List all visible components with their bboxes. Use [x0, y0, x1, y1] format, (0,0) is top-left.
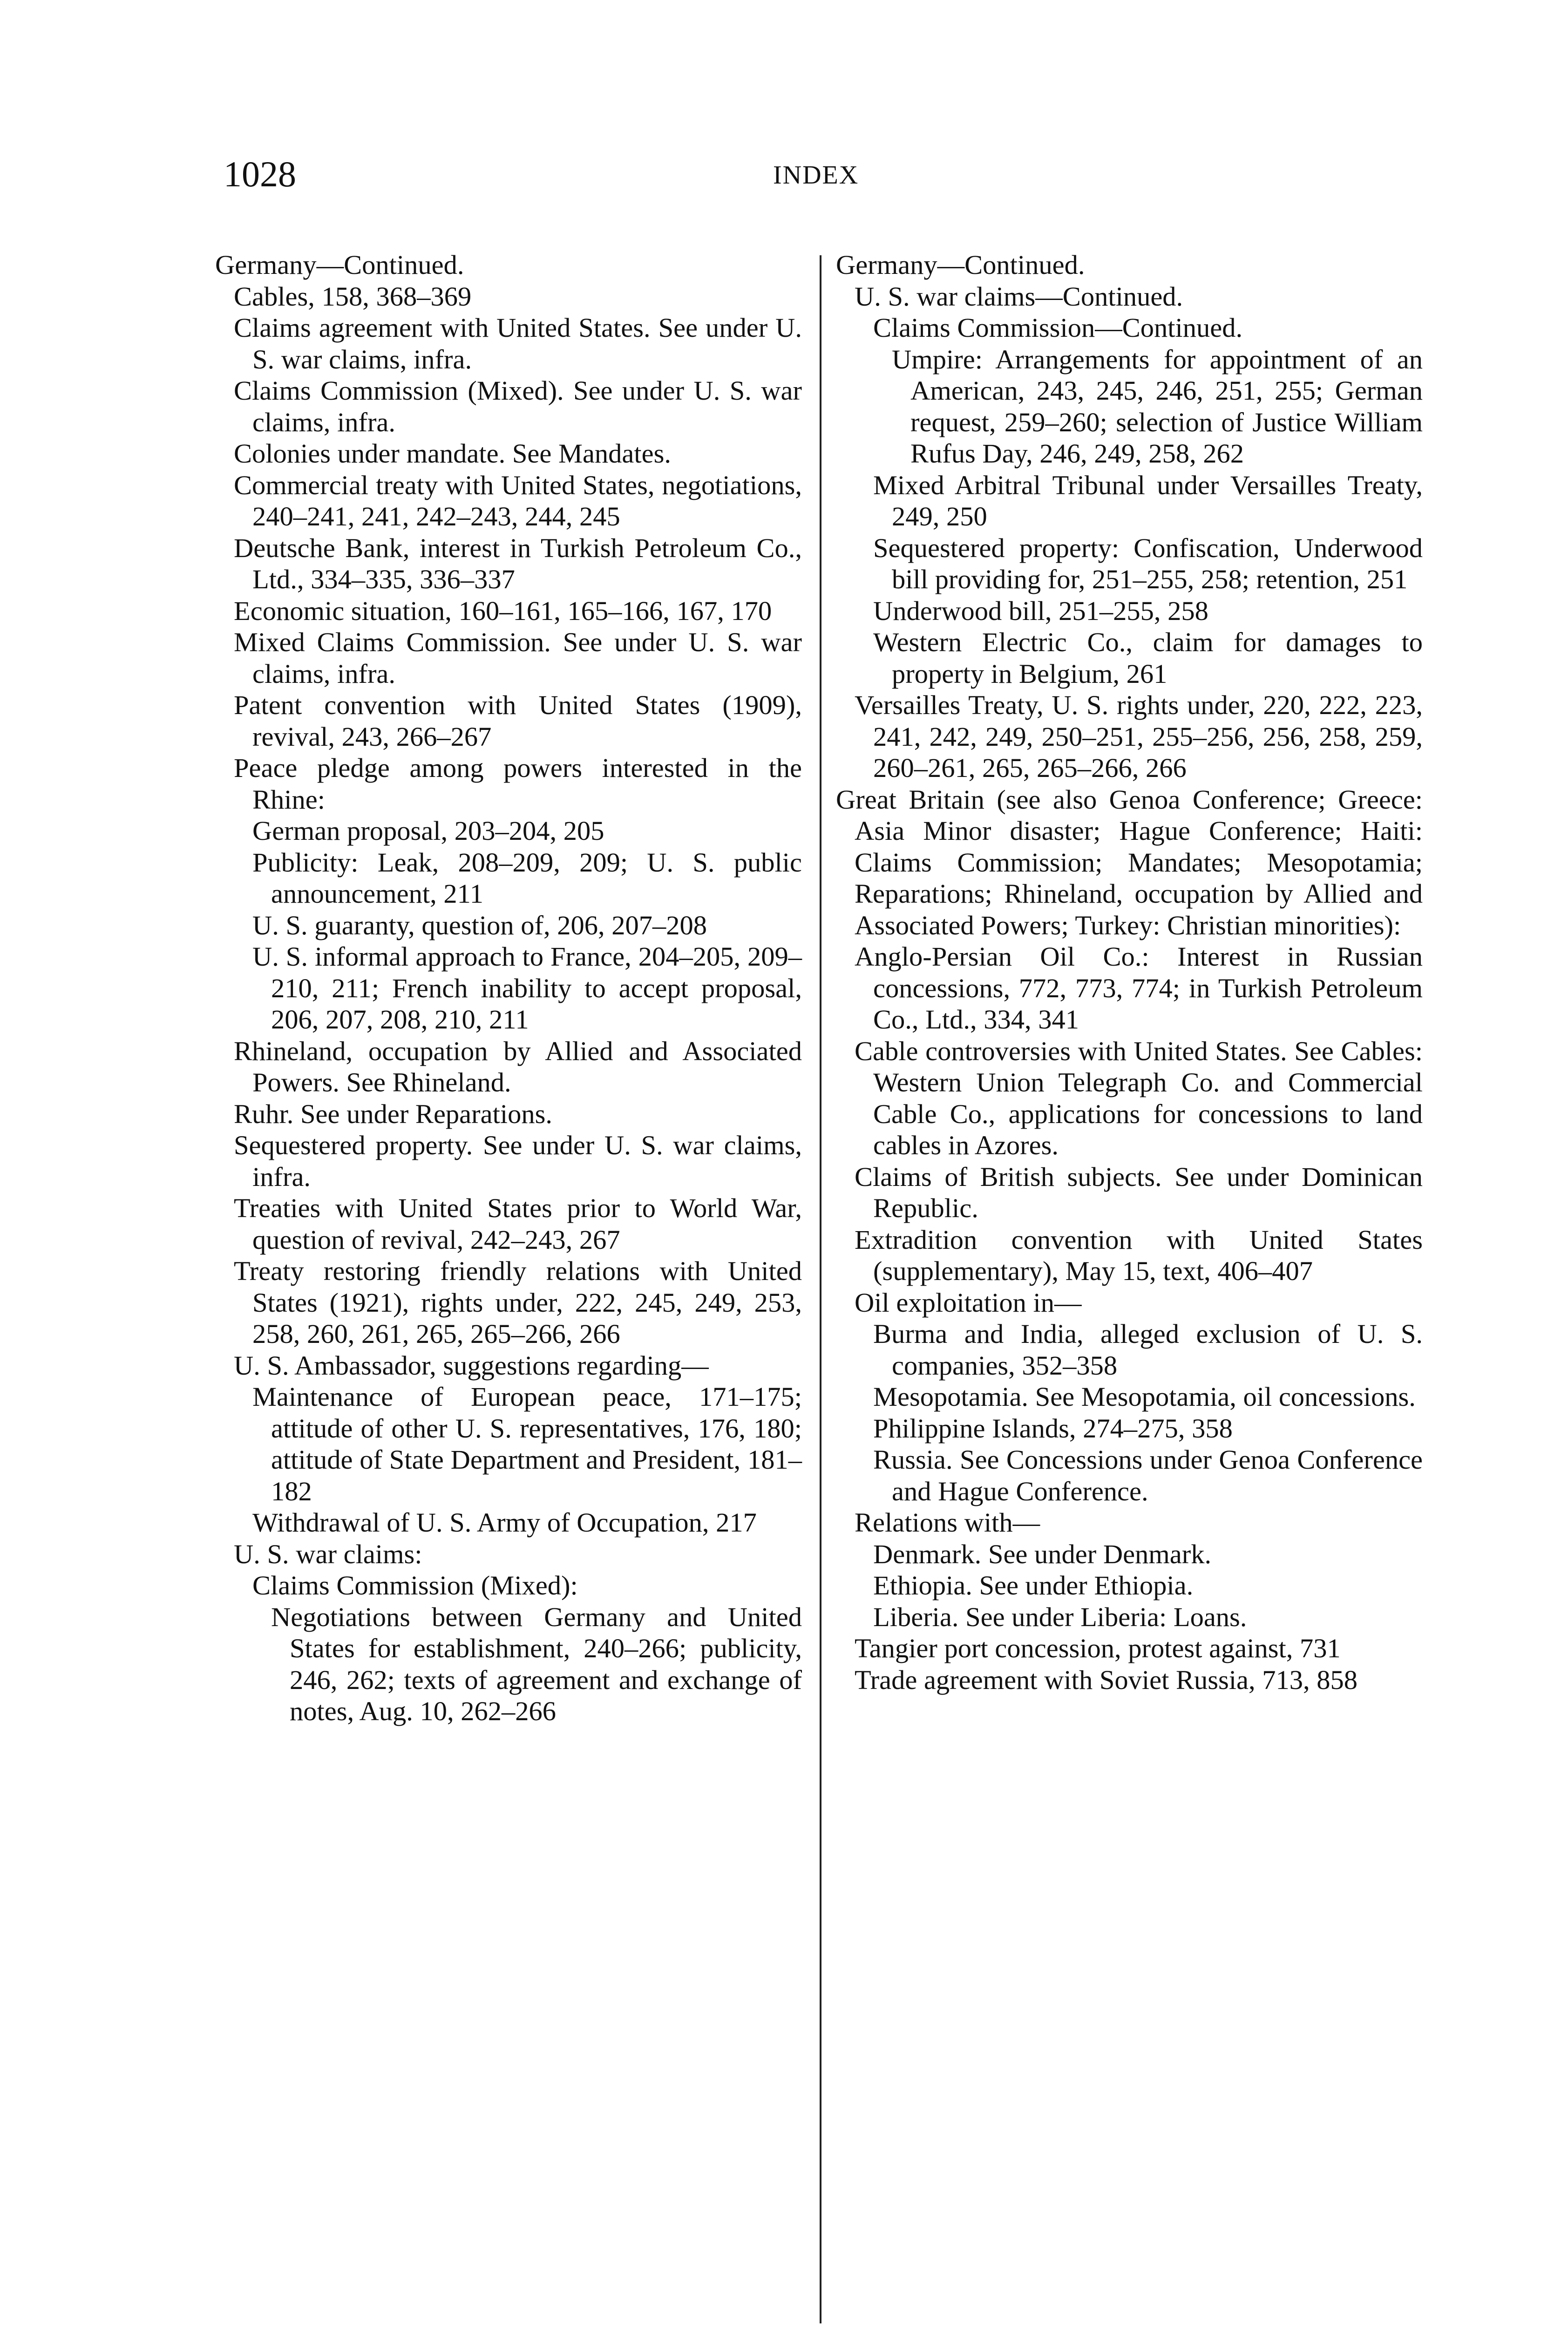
index-entry: U. S. war claims—Continued.	[855, 281, 1183, 312]
index-entry: Patent convention with United States (1909), revival, 243, 266–267	[234, 690, 802, 752]
index-column-right	[836, 249, 1423, 1696]
index-entry: Colonies under mandate. See Mandates.	[234, 438, 671, 469]
index-entry: Cables, 158, 368–369	[234, 281, 472, 312]
index-entry: Ruhr. See under Reparations.	[234, 1098, 552, 1129]
index-entry: Negotiations between Germany and United States for establishment, 240–266; publicity, 246, 262; texts of agreement and exchange of notes, Aug. 10, 262–266	[271, 1601, 802, 1726]
index-entry: Claims agreement with United States. See under U. S. war claims, infra.	[234, 313, 802, 375]
index-entry: U. S. guaranty, question of, 206, 207–208	[252, 910, 707, 940]
index-entry: Sequestered property: Confiscation, Underwood bill providing for, 251–255, 258; retention, 251	[873, 532, 1423, 594]
index-entry: Withdrawal of U. S. Army of Occupation, 217	[252, 1507, 757, 1538]
index-entry: German proposal, 203–204, 205	[252, 816, 604, 846]
index-entry: Tangier port concession, protest against, 731	[855, 1633, 1341, 1663]
index-entry: Publicity: Leak, 208–209, 209; U. S. public announcement, 211	[252, 847, 802, 909]
index-entry: Claims Commission (Mixed). See under U. S. war claims, infra.	[234, 375, 802, 437]
index-entry: Sequestered property. See under U. S. war claims, infra.	[234, 1130, 802, 1192]
column-divider	[820, 255, 821, 2323]
index-entry: Germany—Continued.	[215, 250, 464, 280]
index-entry: Oil exploitation in—	[855, 1287, 1082, 1318]
index-entry: Claims of British subjects. See under Dominican Republic.	[855, 1161, 1423, 1223]
index-entry: Versailles Treaty, U. S. rights under, 220, 222, 223, 241, 242, 249, 250–251, 255–256, 256, 258, 259, 260–261, 265, 265–266, 266	[855, 690, 1423, 783]
index-entry: Treaty restoring friendly relations with United States (1921), rights under, 222, 245, 249, 253, 258, 260, 261, 265, 265–266, 266	[234, 1256, 802, 1349]
index-entry: U. S. Ambassador, suggestions regarding—	[234, 1350, 709, 1381]
index-entry: Economic situation, 160–161, 165–166, 167, 170	[234, 595, 772, 626]
index-entry: Burma and India, alleged exclusion of U. S. companies, 352–358	[873, 1319, 1423, 1381]
index-entry: Western Electric Co., claim for damages to property in Belgium, 261	[873, 627, 1423, 689]
index-entry: Claims Commission—Continued.	[873, 313, 1243, 343]
index-entry: Rhineland, occupation by Allied and Associated Powers. See Rhineland.	[234, 1035, 802, 1097]
index-entry: Mixed Claims Commission. See under U. S. war claims, infra.	[234, 627, 802, 689]
index-entry: Underwood bill, 251–255, 258	[873, 595, 1208, 626]
index-entry: U. S. war claims:	[234, 1539, 422, 1569]
index-entry: Philippine Islands, 274–275, 358	[873, 1413, 1233, 1444]
index-entry: U. S. informal approach to France, 204–205, 209–210, 211; French inability to accept proposal, 206, 207, 208, 210, 211	[252, 941, 802, 1035]
index-column-left	[215, 249, 802, 1727]
index-entry: Russia. See Concessions under Genoa Conference and Hague Conference.	[873, 1444, 1423, 1506]
index-entry: Extradition convention with United States (supplementary), May 15, text, 406–407	[855, 1224, 1423, 1286]
index-entry: Denmark. See under Denmark.	[873, 1539, 1212, 1569]
index-entry: Umpire: Arrangements for appointment of an American, 243, 245, 246, 251, 255; German request, 259–260; selection of Justice William Rufus Day, 246, 249, 258, 262	[892, 344, 1423, 469]
running-head: INDEX	[773, 161, 859, 190]
index-entry: Peace pledge among powers interested in the Rhine:	[234, 753, 802, 815]
index-entry: Great Britain (see also Genoa Conference; Greece: Asia Minor disaster; Hague Conference; Haiti: Claims Commission; Mandates; Mesopotamia; Reparations; Rhineland, occupation by Allied and Associated Powers; Turkey: Christian minorities):	[836, 784, 1423, 940]
index-entry: Deutsche Bank, interest in Turkish Petroleum Co., Ltd., 334–335, 336–337	[234, 532, 802, 594]
index-entry: Liberia. See under Liberia: Loans.	[873, 1601, 1247, 1632]
index-entry: Treaties with United States prior to World War, question of revival, 242–243, 267	[234, 1193, 802, 1255]
index-entry: Germany—Continued.	[836, 250, 1085, 280]
index-entry: Commercial treaty with United States, negotiations, 240–241, 241, 242–243, 244, 245	[234, 470, 802, 531]
index-entry: Mixed Arbitral Tribunal under Versailles Treaty, 249, 250	[873, 470, 1423, 531]
index-entry: Relations with—	[855, 1507, 1040, 1538]
index-entry: Maintenance of European peace, 171–175; attitude of other U. S. representatives, 176, 180; attitude of State Department and President, 181–182	[252, 1382, 802, 1506]
index-entry: Ethiopia. See under Ethiopia.	[873, 1570, 1194, 1600]
index-entry: Trade agreement with Soviet Russia, 713, 858	[855, 1664, 1358, 1695]
index-entry: Anglo-Persian Oil Co.: Interest in Russian concessions, 772, 773, 774; in Turkish Petroleum Co., Ltd., 334, 341	[855, 941, 1423, 1035]
index-entry: Cable controversies with United States. See Cables: Western Union Telegraph Co. and Commercial Cable Co., applications for concessions to land cables in Azores.	[855, 1035, 1423, 1160]
index-entry: Claims Commission (Mixed):	[252, 1570, 578, 1600]
page-number: 1028	[224, 154, 296, 194]
index-entry: Mesopotamia. See Mesopotamia, oil concessions.	[873, 1382, 1416, 1412]
